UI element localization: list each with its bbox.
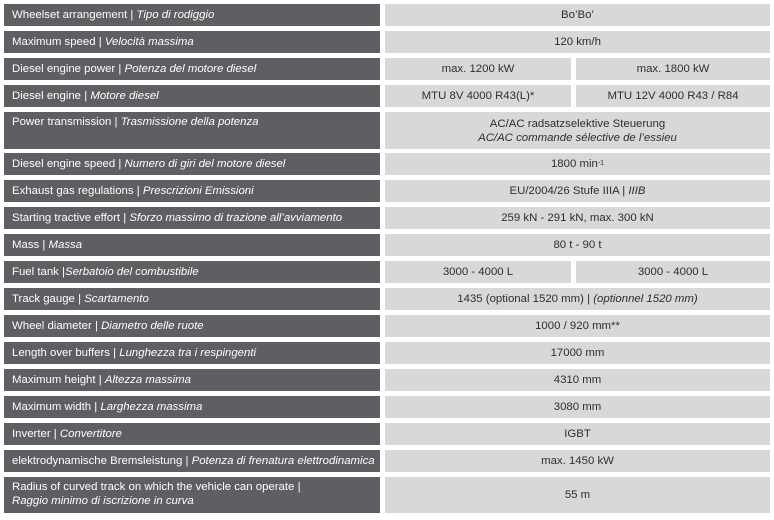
row-value bbox=[385, 112, 770, 149]
row-value-variant-b: MTU 12V 4000 R43 / R84 bbox=[576, 85, 770, 107]
table-row bbox=[0, 112, 774, 149]
row-label: Power transmission | Trasmissione della potenza bbox=[4, 112, 380, 149]
row-value: 259 kN - 291 kN, max. 300 kN bbox=[385, 207, 770, 229]
row-label: Mass | Massa bbox=[4, 234, 380, 256]
row-label: Maximum speed | Velocità massima bbox=[4, 31, 380, 53]
row-value: 55 m bbox=[385, 477, 770, 513]
row-value-variant-b: max. 1800 kW bbox=[576, 58, 770, 80]
row-label: Diesel engine | Motore diesel bbox=[4, 85, 380, 107]
row-value: 1435 (optional 1520 mm) | (optionnel 1520 mm) bbox=[385, 288, 770, 310]
row-label: Maximum width | Larghezza massima bbox=[4, 396, 380, 418]
row-value: 17000 mm bbox=[385, 342, 770, 364]
row-label: Exhaust gas regulations | Prescrizioni Emissioni bbox=[4, 180, 380, 202]
row-value: Bo’Bo’ bbox=[385, 4, 770, 26]
row-label: Diesel engine speed | Numero di giri del motore diesel bbox=[4, 153, 380, 175]
row-value: 1800 min -1 bbox=[385, 153, 770, 175]
table-row bbox=[0, 207, 774, 229]
row-value: 120 km/h bbox=[385, 31, 770, 53]
row-value: 80 t - 90 t bbox=[385, 234, 770, 256]
table-row bbox=[0, 153, 774, 175]
row-label: Wheel diameter | Diametro delle ruote bbox=[4, 315, 380, 337]
table-row bbox=[0, 315, 774, 337]
table-row bbox=[0, 369, 774, 391]
row-label: Length over buffers | Lunghezza tra i respingenti bbox=[4, 342, 380, 364]
table-row bbox=[0, 234, 774, 256]
row-label: Diesel engine power | Potenza del motore diesel bbox=[4, 58, 380, 80]
row-label: Radius of curved track on which the vehicle can operate | Raggio minimo di iscrizione in curva bbox=[4, 477, 380, 513]
row-value-variant-a: MTU 8V 4000 R43(L)* bbox=[385, 85, 571, 107]
row-value: 3080 mm bbox=[385, 396, 770, 418]
row-label: Starting tractive effort | Sforzo massimo di trazione all’avviamento bbox=[4, 207, 380, 229]
row-label: Maximum height | Altezza massima bbox=[4, 369, 380, 391]
table-row bbox=[0, 261, 774, 283]
row-label: Wheelset arrangement | Tipo di rodiggio bbox=[4, 4, 380, 26]
table-row bbox=[0, 58, 774, 80]
table-row bbox=[0, 4, 774, 26]
table-row bbox=[0, 477, 774, 513]
row-value: 4310 mm bbox=[385, 369, 770, 391]
row-label: elektrodynamische Bremsleistung | Potenza di frenatura elettrodinamica bbox=[4, 450, 380, 472]
row-label: Fuel tank | Serbatoio del combustibile bbox=[4, 261, 380, 283]
table-row bbox=[0, 450, 774, 472]
row-label: Track gauge | Scartamento bbox=[4, 288, 380, 310]
table-row bbox=[0, 31, 774, 53]
row-value-variant-a: 3000 - 4000 L bbox=[385, 261, 571, 283]
row-value: max. 1450 kW bbox=[385, 450, 770, 472]
row-label: Inverter | Convertitore bbox=[4, 423, 380, 445]
row-value: IGBT bbox=[385, 423, 770, 445]
table-row bbox=[0, 85, 774, 107]
value-line-fr: AC/AC commande sélective de l’essieu bbox=[478, 131, 677, 144]
row-value: EU/2004/26 Stufe IIIA | IIIB bbox=[385, 180, 770, 202]
row-value-variant-a: max. 1200 kW bbox=[385, 58, 571, 80]
row-value-variant-b: 3000 - 4000 L bbox=[576, 261, 770, 283]
value-line-de: AC/AC radsatzselektive Steuerung bbox=[489, 117, 666, 130]
table-row bbox=[0, 180, 774, 202]
table-row bbox=[0, 423, 774, 445]
table-row bbox=[0, 342, 774, 364]
table-row bbox=[0, 288, 774, 310]
row-value: 1000 / 920 mm** bbox=[385, 315, 770, 337]
table-row bbox=[0, 396, 774, 418]
